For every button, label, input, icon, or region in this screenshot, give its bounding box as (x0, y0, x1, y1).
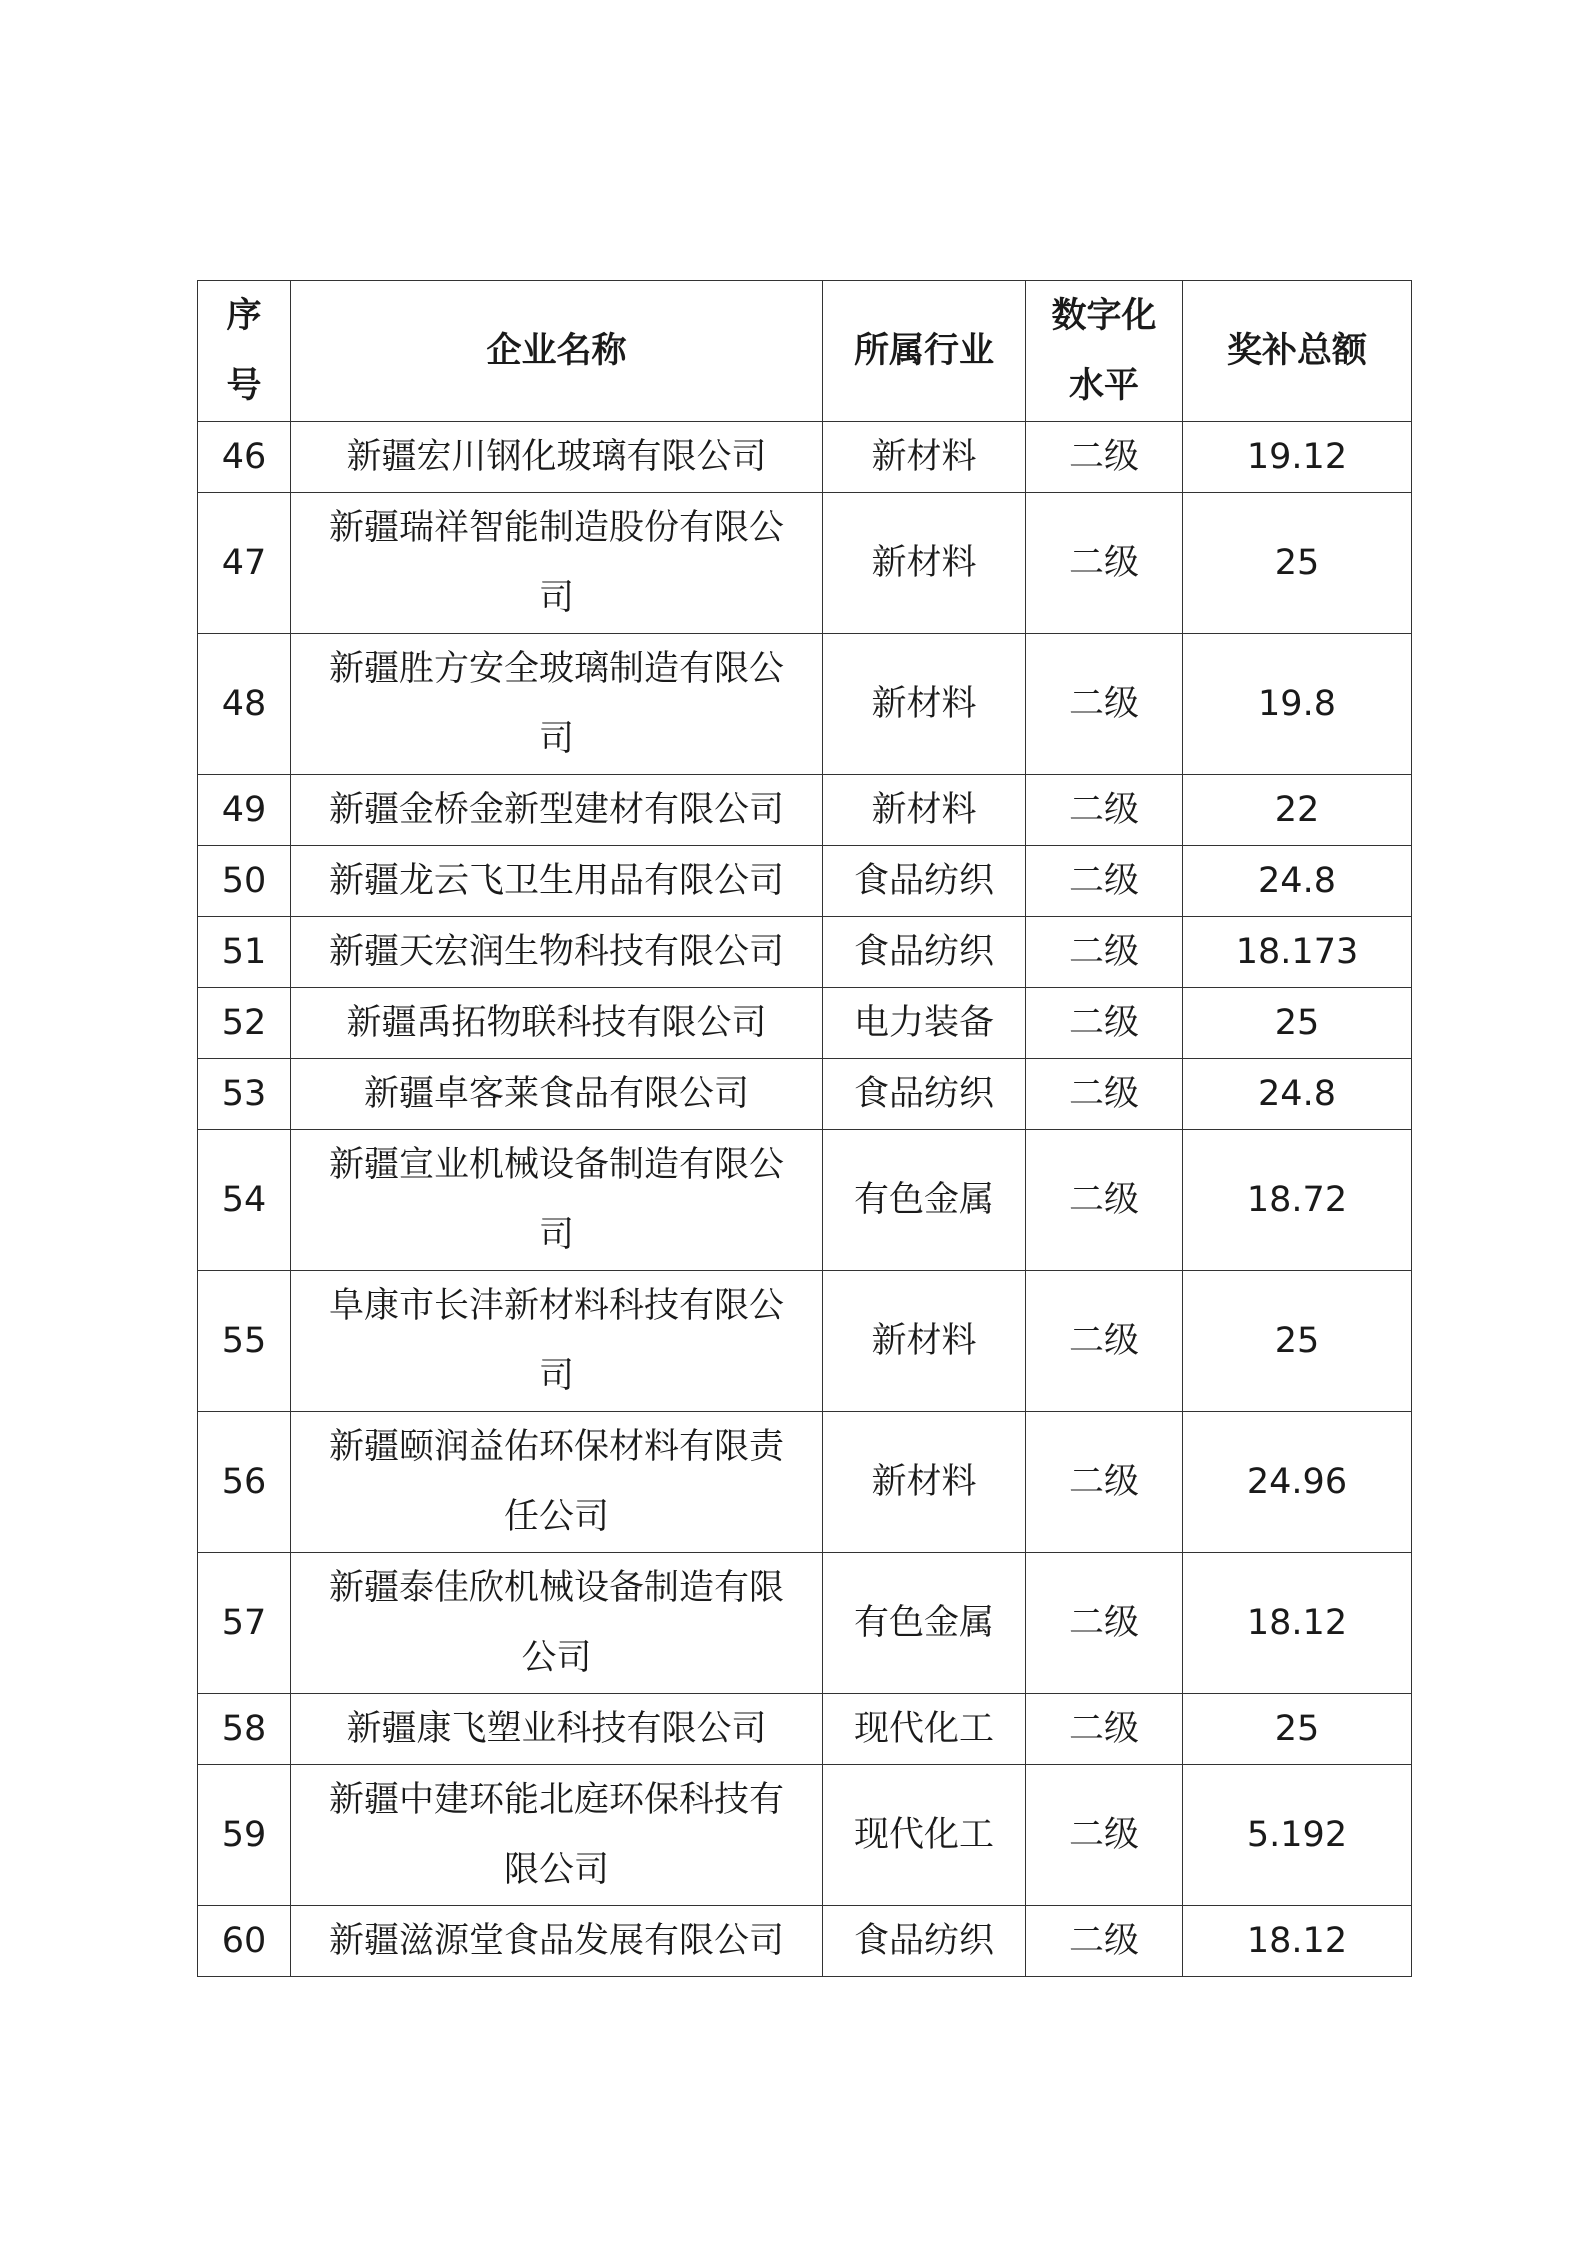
table-row (198, 634, 1412, 775)
cell-digital-level: 二级 (1026, 988, 1183, 1059)
company-name-line: 新疆泰佳欣机械设备制造有限 (328, 1568, 784, 1608)
table-row (198, 1553, 1412, 1694)
cell-company-name (291, 775, 823, 846)
company-name-line: 司 (538, 578, 574, 618)
company-name-line: 新疆胜方安全玻璃制造有限公 (328, 649, 784, 689)
cell-industry: 现代化工 (823, 1765, 1026, 1906)
cell-subsidy-amount: 24.96 (1183, 1412, 1412, 1553)
cell-subsidy-amount: 22 (1183, 775, 1412, 846)
cell-industry: 有色金属 (823, 1130, 1026, 1271)
company-name-line: 新疆天宏润生物科技有限公司 (328, 932, 784, 972)
company-name-line: 新疆康飞塑业科技有限公司 (346, 1709, 767, 1749)
header-industry: 所属行业 (823, 281, 1026, 422)
table-row (198, 846, 1412, 917)
cell-no: 47 (198, 493, 291, 634)
cell-no: 54 (198, 1130, 291, 1271)
cell-no: 59 (198, 1765, 291, 1906)
company-name-line: 新疆滋源堂食品发展有限公司 (328, 1921, 784, 1961)
cell-subsidy-amount: 18.12 (1183, 1906, 1412, 1977)
cell-company-name (291, 634, 823, 775)
cell-subsidy-amount: 24.8 (1183, 846, 1412, 917)
company-name-line: 新疆瑞祥智能制造股份有限公 (328, 508, 784, 548)
table-row (198, 775, 1412, 846)
cell-industry: 食品纺织 (823, 917, 1026, 988)
cell-subsidy-amount: 24.8 (1183, 1059, 1412, 1130)
cell-industry: 有色金属 (823, 1553, 1026, 1694)
cell-subsidy-amount: 19.8 (1183, 634, 1412, 775)
header-company-name: 企业名称 (291, 281, 823, 422)
cell-digital-level: 二级 (1026, 1694, 1183, 1765)
cell-industry: 电力装备 (823, 988, 1026, 1059)
cell-no: 46 (198, 422, 291, 493)
cell-no: 57 (198, 1553, 291, 1694)
cell-no: 48 (198, 634, 291, 775)
cell-industry: 食品纺织 (823, 1906, 1026, 1977)
company-name-line: 新疆颐润益佑环保材料有限责 (328, 1427, 784, 1467)
cell-subsidy-amount: 25 (1183, 493, 1412, 634)
table-row (198, 1059, 1412, 1130)
company-name-line: 司 (538, 1215, 574, 1255)
company-name-line: 任公司 (503, 1497, 609, 1537)
cell-industry: 新材料 (823, 1271, 1026, 1412)
cell-industry: 新材料 (823, 1412, 1026, 1553)
cell-digital-level: 二级 (1026, 422, 1183, 493)
subsidy-table (197, 280, 1412, 1977)
cell-company-name (291, 988, 823, 1059)
cell-no: 49 (198, 775, 291, 846)
company-name-line: 公司 (521, 1638, 592, 1678)
cell-no: 51 (198, 917, 291, 988)
cell-no: 53 (198, 1059, 291, 1130)
cell-industry: 新材料 (823, 775, 1026, 846)
cell-no: 56 (198, 1412, 291, 1553)
table-row (198, 917, 1412, 988)
cell-industry: 现代化工 (823, 1694, 1026, 1765)
cell-company-name (291, 1694, 823, 1765)
company-name-line: 新疆龙云飞卫生用品有限公司 (328, 861, 784, 901)
header-digital-level: 数字化 水平 (1026, 281, 1183, 422)
table-row (198, 422, 1412, 493)
header-no: 序 号 (198, 281, 291, 422)
cell-subsidy-amount: 18.173 (1183, 917, 1412, 988)
cell-subsidy-amount: 25 (1183, 988, 1412, 1059)
table-row (198, 988, 1412, 1059)
table-row (198, 1906, 1412, 1977)
company-name-line: 新疆中建环能北庭环保科技有 (328, 1780, 784, 1820)
company-name-line: 新疆金桥金新型建材有限公司 (328, 790, 784, 830)
company-name-line: 阜康市长沣新材料科技有限公 (328, 1286, 784, 1326)
cell-company-name (291, 846, 823, 917)
cell-digital-level: 二级 (1026, 493, 1183, 634)
cell-company-name (291, 1059, 823, 1130)
header-subsidy-amount: 奖补总额 (1183, 281, 1412, 422)
table-row (198, 1765, 1412, 1906)
table-row (198, 1412, 1412, 1553)
cell-company-name (291, 1553, 823, 1694)
cell-subsidy-amount: 18.72 (1183, 1130, 1412, 1271)
company-name-line: 新疆禹拓物联科技有限公司 (346, 1003, 767, 1043)
cell-digital-level: 二级 (1026, 1906, 1183, 1977)
company-name-line: 司 (538, 1356, 574, 1396)
company-name-line: 新疆宣业机械设备制造有限公 (328, 1145, 784, 1185)
cell-digital-level: 二级 (1026, 1412, 1183, 1553)
cell-no: 60 (198, 1906, 291, 1977)
cell-subsidy-amount: 25 (1183, 1694, 1412, 1765)
cell-digital-level: 二级 (1026, 1059, 1183, 1130)
company-name-line: 新疆宏川钢化玻璃有限公司 (346, 437, 767, 477)
cell-digital-level: 二级 (1026, 1553, 1183, 1694)
table-header-row (198, 281, 1412, 422)
cell-digital-level: 二级 (1026, 1271, 1183, 1412)
cell-industry: 食品纺织 (823, 1059, 1026, 1130)
cell-company-name (291, 1906, 823, 1977)
cell-industry: 新材料 (823, 493, 1026, 634)
cell-subsidy-amount: 18.12 (1183, 1553, 1412, 1694)
cell-digital-level: 二级 (1026, 1765, 1183, 1906)
cell-subsidy-amount: 25 (1183, 1271, 1412, 1412)
company-name-line: 新疆卓客莱食品有限公司 (363, 1074, 749, 1114)
cell-industry: 新材料 (823, 634, 1026, 775)
cell-digital-level: 二级 (1026, 634, 1183, 775)
cell-company-name (291, 493, 823, 634)
cell-no: 52 (198, 988, 291, 1059)
cell-no: 50 (198, 846, 291, 917)
cell-industry: 新材料 (823, 422, 1026, 493)
cell-company-name (291, 1412, 823, 1553)
cell-company-name (291, 1130, 823, 1271)
table-row (198, 493, 1412, 634)
table-row (198, 1271, 1412, 1412)
cell-digital-level: 二级 (1026, 917, 1183, 988)
table-row (198, 1694, 1412, 1765)
cell-subsidy-amount: 5.192 (1183, 1765, 1412, 1906)
cell-no: 55 (198, 1271, 291, 1412)
cell-no: 58 (198, 1694, 291, 1765)
cell-industry: 食品纺织 (823, 846, 1026, 917)
cell-company-name (291, 1271, 823, 1412)
cell-digital-level: 二级 (1026, 1130, 1183, 1271)
cell-digital-level: 二级 (1026, 775, 1183, 846)
cell-company-name (291, 422, 823, 493)
cell-company-name (291, 1765, 823, 1906)
company-name-line: 司 (538, 719, 574, 759)
cell-company-name (291, 917, 823, 988)
cell-digital-level: 二级 (1026, 846, 1183, 917)
table-body (198, 422, 1412, 1977)
cell-subsidy-amount: 19.12 (1183, 422, 1412, 493)
table-row (198, 1130, 1412, 1271)
company-name-line: 限公司 (503, 1850, 609, 1890)
